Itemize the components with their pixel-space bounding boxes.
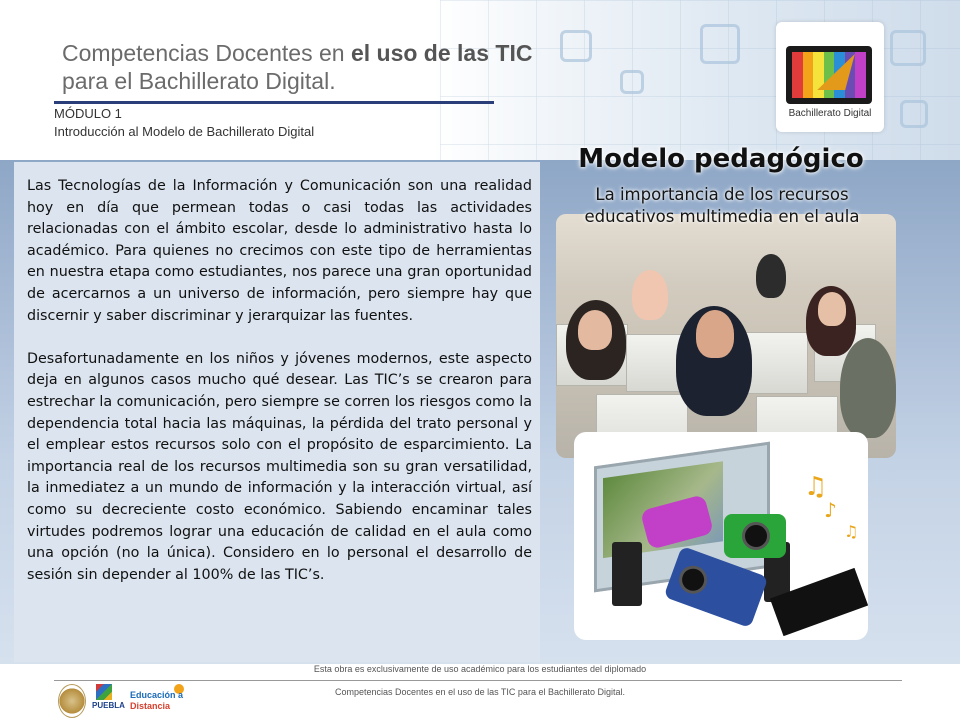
bachillerato-digital-logo bbox=[776, 22, 884, 132]
slide-subtitle-line2: educativos multimedia en el aula bbox=[584, 207, 860, 226]
decorative-square bbox=[890, 30, 926, 66]
puebla-logo-text: PUEBLA bbox=[92, 701, 125, 710]
puebla-logo bbox=[92, 684, 126, 716]
music-note-icon: ♫ bbox=[804, 472, 828, 502]
module-subtitle: Introducción al Modelo de Bachillerato Digital bbox=[54, 124, 315, 139]
music-note-icon: ♪ bbox=[824, 498, 837, 522]
body-text bbox=[27, 176, 532, 608]
multimedia-collage bbox=[574, 432, 868, 640]
decorative-square bbox=[560, 30, 592, 62]
course-title-bold: el uso de las TIC bbox=[350, 40, 533, 66]
paragraph-1: Las Tecnologías de la Información y Comunicación son una realidad hoy en día que permean todas o casi todas las actividades relacionadas con el ámbito escolar, desde lo administrativo hasta lo académico. Para quienes no crecimos con este tipo de herramientas en nuestra etapa como estudiantes, nos parece una gran oportunidad de acercarnos a un universo de información, pero siempre hay que discernir y saber discriminar y jerarquizar las fuentes. bbox=[27, 178, 532, 324]
course-title-line2: para el Bachillerato Digital. bbox=[62, 68, 336, 94]
student bbox=[756, 254, 786, 298]
footer-course: Competencias Docentes en el uso de las TIC para el Bachillerato Digital. bbox=[335, 687, 625, 697]
slide-subtitle-line1: La importancia de los recursos bbox=[595, 185, 849, 204]
course-title-prefix: Competencias Docentes en bbox=[62, 40, 345, 66]
edu-logo-line1: Educación a bbox=[130, 690, 184, 700]
footer-divider bbox=[54, 680, 902, 681]
module-label: MÓDULO 1 bbox=[54, 106, 122, 121]
decorative-square bbox=[700, 24, 740, 64]
student-face bbox=[696, 310, 734, 358]
decorative-square bbox=[620, 70, 644, 94]
educacion-distancia-logo bbox=[130, 684, 186, 716]
university-seal-logo bbox=[58, 684, 86, 718]
slide-subtitle bbox=[552, 184, 892, 228]
footer-notice: Esta obra es exclusivamente de uso académico para los estudiantes del diplomado bbox=[313, 664, 647, 674]
speaker-icon bbox=[612, 542, 642, 606]
classroom-photo bbox=[556, 214, 896, 458]
course-title-line1 bbox=[62, 40, 532, 67]
student-face bbox=[818, 292, 846, 326]
paragraph-2: Desafortunadamente en los niños y jóvenes modernos, este aspecto deja en algunos casos mucho qué desear. Las TIC’s se crearon para estrechar la comunicación, pero siempre se corren los riesgos como la dependencia total hacia las máquinas, la pérdida del trato personal y el emplear estos recursos solo con el propósito de esparcimiento. La importancia real de los recursos multimedia son su gran versatilidad, la inmediatez a un mundo de información y la interacción virtual, así como su decreciente costo económico. Sabiendo encaminar tales virtudes podremos lograr una educación de calidad en el aula como una opción (no la única). Considero en lo personal el desarrollo de sesión sin depender al 100% de las TIC’s. bbox=[27, 350, 532, 583]
photo-camera-icon bbox=[724, 514, 786, 558]
student bbox=[840, 338, 896, 438]
title-underline bbox=[54, 101, 494, 104]
student bbox=[632, 270, 668, 320]
music-note-icon: ♫ bbox=[844, 522, 859, 541]
edu-logo-line2: Distancia bbox=[130, 701, 171, 711]
logo-label: Bachillerato Digital bbox=[788, 108, 872, 119]
slide-title: Modelo pedagógico bbox=[578, 144, 864, 174]
decorative-square bbox=[900, 100, 928, 128]
student-face bbox=[578, 310, 612, 350]
